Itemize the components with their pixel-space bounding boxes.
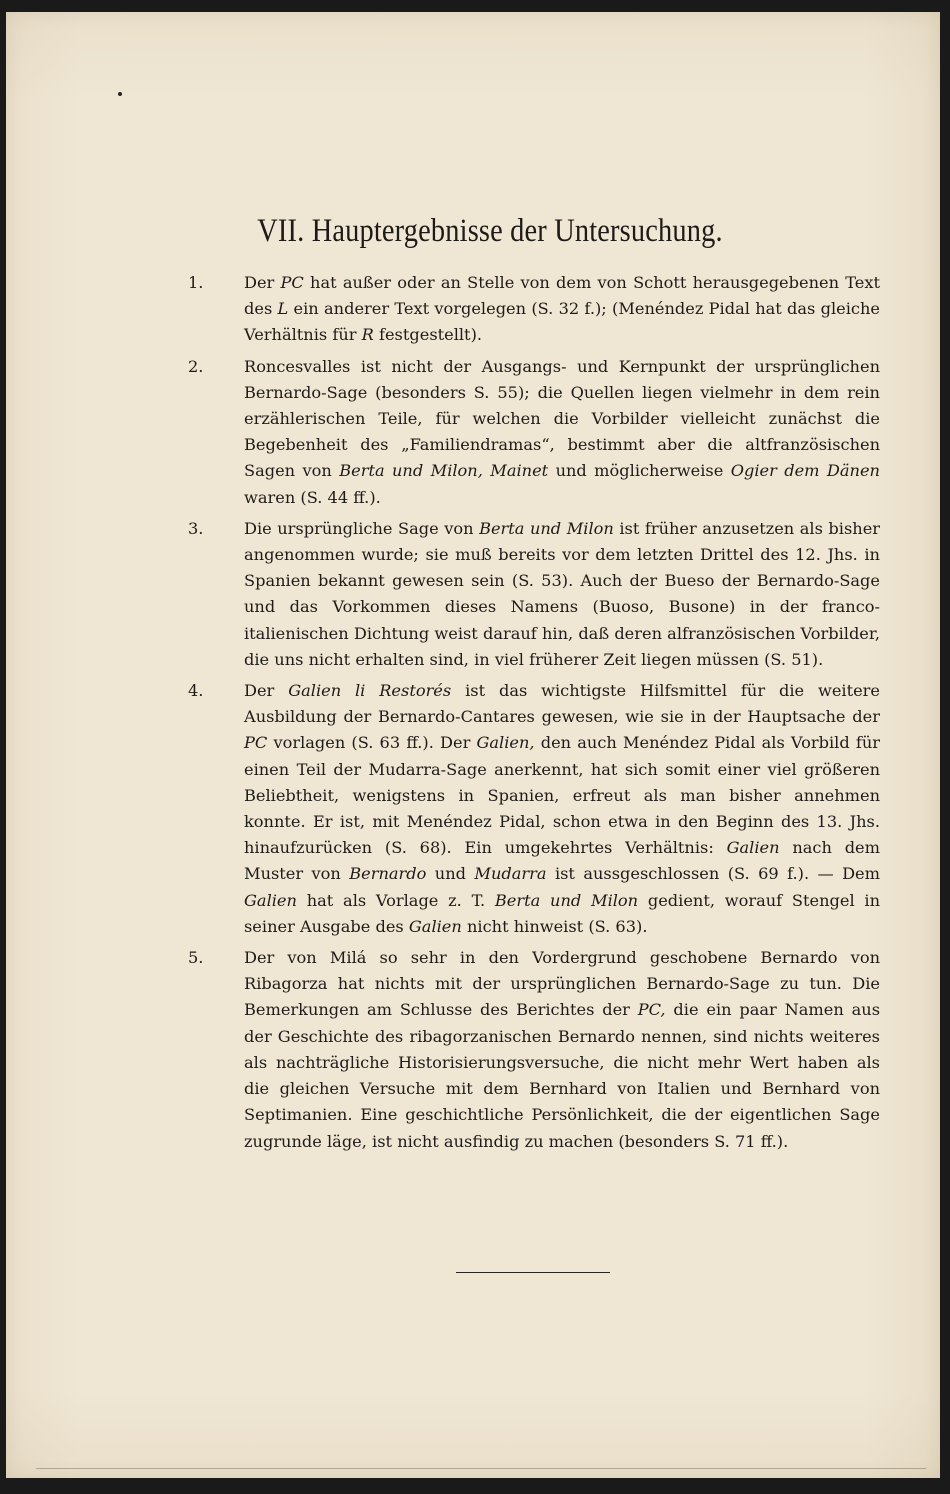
text-segment: waren (S. 44 ff.). — [244, 487, 381, 507]
italic-segment: PC — [244, 733, 268, 753]
result-item — [188, 516, 880, 673]
italic-segment: Berta und Milon — [479, 518, 614, 538]
item-number: 4. — [188, 681, 204, 701]
item-number: 1. — [188, 273, 204, 292]
text-segment: nicht hinweist (S. 63). — [461, 916, 648, 936]
ink-speck — [118, 92, 122, 96]
italic-segment: Berta und Milon, Mainet — [339, 461, 549, 481]
italic-segment: R — [361, 325, 374, 345]
result-item — [188, 678, 880, 940]
text-segment: vorlagen (S. 63 ff.). Der — [267, 733, 477, 753]
text-segment: ist früher anzusetzen als bisher angenommen wurde; sie muß bereits vor dem letzten Drittel des 12. Jhs. in Spanien bekannt gewesen sein (S. 53). Auch der Bueso der Bernardo-Sage und das Vorkommen dieses Namens (Buoso, Busone) in der franco-italienischen Dichtung weist darauf hin, daß deren alfranzösischen Vorbilder, die uns nicht erhalten sind, in viel früherer Zeit liegen müssen (S. 51). — [244, 518, 881, 669]
text-segment: Roncesvalles ist nicht der Ausgangs- und Kernpunkt der ursprünglichen Bernardo-Sage (besonders S. 55); die Quellen liegen vielmehr in dem rein erzählerischen Teile, für welchen die Vorbilder vielleicht zunächst die Begebenheit des „Familiendramas“, bestimmt aber die altfranzösischen Sagen von — [244, 356, 880, 481]
text-segment: hat außer oder an Stelle von dem von Schott herausgegebenen Text des — [244, 273, 880, 319]
italic-segment: Galien — [408, 916, 462, 936]
italic-segment: PC, — [637, 1000, 666, 1020]
closing-rule — [456, 1272, 610, 1273]
italic-segment: Galien li Restorés — [288, 681, 452, 701]
text-segment: gedient, worauf Stengel in seiner Ausgabe des — [244, 890, 880, 936]
text-segment: Der von Milá so sehr in den Vordergrund geschobene Bernardo von Ribagorza hat nichts mit der ursprünglichen Bernardo-Sage zu tun. Die Bemerkungen am Schlusse des Berichtes der — [244, 948, 880, 1020]
text-segment: Der — [244, 681, 289, 701]
chapter-heading: VII. Hauptergebnisse der Untersuchung. — [257, 213, 723, 249]
italic-segment: Galien, — [476, 733, 535, 753]
italic-segment: Mudarra — [474, 864, 547, 884]
item-number: 5. — [188, 948, 204, 968]
item-number: 2. — [188, 356, 204, 376]
result-item — [188, 270, 880, 349]
item-number: 3. — [188, 518, 204, 538]
text-segment: und möglicherweise — [548, 461, 731, 481]
item-text — [244, 519, 880, 669]
item-text — [244, 948, 880, 1150]
text-segment: den auch Menéndez Pidal als Vorbild für einen Teil der Mudarra-Sage anerkennt, hat sich somit einer viel größeren Beliebtheit, wenigstens in Spanien, erfreut als man bisher annehmen konnte. Er ist, mit Menéndez Pidal, schon etwa in den Beginn des 13. Jhs. hinaufzurücken (S. 68). Ein umgekehrtes Verhältnis: — [244, 733, 880, 858]
italic-segment: PC — [280, 273, 304, 292]
italic-segment: L — [277, 299, 289, 319]
item-text — [244, 357, 880, 507]
italic-segment: Ogier dem Dänen — [730, 461, 880, 481]
text-segment: und — [426, 864, 475, 884]
item-text — [244, 681, 880, 936]
text-segment: nach dem Muster von — [244, 838, 880, 884]
italic-segment: Galien — [244, 890, 297, 910]
italic-segment: Bernardo — [349, 864, 427, 884]
result-item — [188, 354, 880, 511]
item-text — [244, 273, 880, 344]
italic-segment: Galien — [726, 838, 780, 858]
text-segment: hat als Vorlage z. T. — [296, 890, 495, 910]
text-segment: die ein paar Namen aus der Geschichte des ribagorzanischen Bernardo nennen, sind nichts weiteres als nachträgliche Historisierungsversuche, die nicht mehr Wert haben als die gleichen Versuche mit dem Bernhard von Italien und Bernhard von Septimanien. Eine geschichtliche Persönlichkeit, die der eigentlichen Sage zugrunde läge, ist nicht ausfindig zu machen (besonders S. 71 ff.). — [244, 1000, 881, 1151]
text-segment: Der — [244, 273, 281, 292]
text-segment: ist aussgeschlossen (S. 69 f.). — Dem — [546, 864, 880, 884]
results-list — [188, 270, 880, 1160]
text-segment: ist das wichtigste Hilfsmittel für die weitere Ausbildung der Bernardo-Cantares gewesen, wie sie in der Hauptsache der — [244, 681, 880, 727]
text-segment: festgestellt). — [373, 325, 483, 345]
page-edge-line — [36, 1468, 926, 1469]
text-segment: ein anderer Text vorgelegen (S. 32 f.); (Menéndez Pidal hat das gleiche Verhältnis für — [244, 299, 881, 345]
text-segment: Die ursprüngliche Sage von — [244, 518, 480, 538]
result-item — [188, 945, 880, 1155]
italic-segment: Berta und Milon — [494, 890, 639, 910]
